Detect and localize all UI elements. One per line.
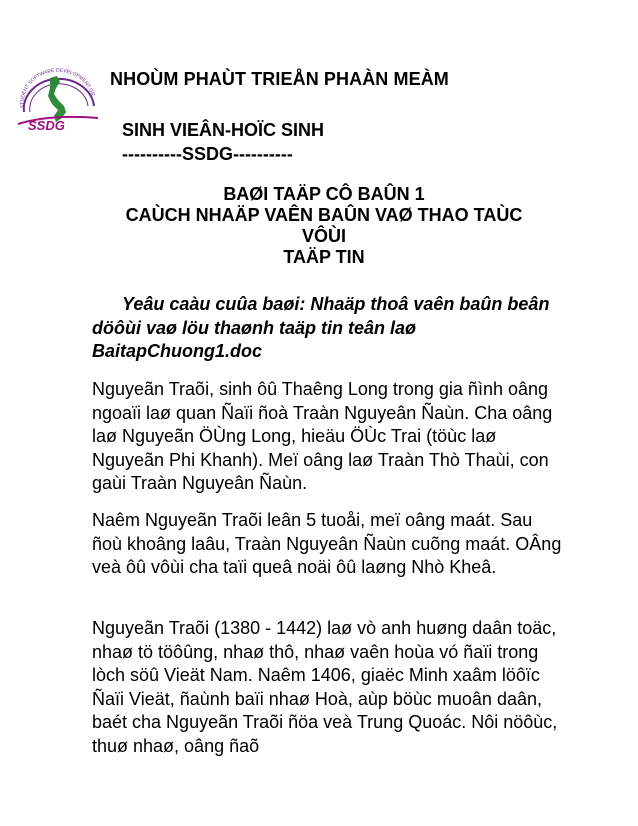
- vietnam-map-icon: [48, 76, 66, 122]
- role-line: SINH VIEÂN-HOÏC SINH: [122, 120, 325, 140]
- logo-ring-text: STUDENT SOFTWARE DEVELOPMENT GR: [19, 68, 96, 109]
- exercise-requirement: Yeâu caàu cuûa baøi: Nhaäp thoâ vaên baûn beân döôùi vaø löu thaønh taäp tin teân laø BaitapChuong1.doc: [92, 294, 550, 361]
- body-paragraph-2: Naêm Nguyeãn Traõi leân 5 tuoåi, meï oâng maát. Sau ñoù khoâng laâu, Traàn Nguyeân Ñaùn cuõng maát. OÂng veà ôû vôùi cha taïi queâ noäi ôû laøng Nhò Kheâ.: [92, 510, 562, 577]
- title-line-3: VÔÙI: [301, 226, 346, 246]
- title-line-2: CAÙCH NHAÄP VAÊN BAÛN VAØ THAO TAÙC: [125, 205, 523, 225]
- logo-label: SSDG: [28, 118, 65, 133]
- organization-name: NHOÙM PHAÙT TRIEÅN PHAÀN MEÀM: [110, 69, 449, 89]
- body-paragraph-3: Nguyeãn Traõi (1380 - 1442) laø vò anh huøng daân toäc, nhaø tö töôûng, nhaø thô, nhaø vaên hoùa vó ñaïi trong lòch söû Vieät Nam. Naêm 1406, giaëc Minh xaâm löôïc Ñaïi Vieät, ñaùnh baïi nhaø Hoà, aùp böùc muoân daân, baét cha Nguyeãn Traõi ñöa veà Trung Quoác. Nôi nöôùc, thuø nhaø, oâng ñaõ: [92, 618, 558, 756]
- ssdg-logo: [10, 68, 106, 136]
- ssdg-divider: ----------SSDG----------: [122, 144, 293, 164]
- title-line-1: BAØI TAÄP CÔ BAÛN 1: [223, 184, 425, 204]
- title-line-4: TAÄP TIN: [283, 247, 365, 267]
- body-paragraph-1: Nguyeãn Traõi, sinh ôû Thaêng Long trong gia ñình oâng ngoaïi laø quan Ñaïi ñoà Traàn Nguyeân Ñaùn. Cha oâng laø Nguyeãn ÖÙng Long, hieäu ÖÙc Trai (töùc laø Nguyeãn Phi Khanh). Meï oâng laø Traàn Thò Thaùi, con gaùi Traàn Nguyeân Ñaùn.: [92, 379, 553, 493]
- exercise-title: [90, 184, 558, 268]
